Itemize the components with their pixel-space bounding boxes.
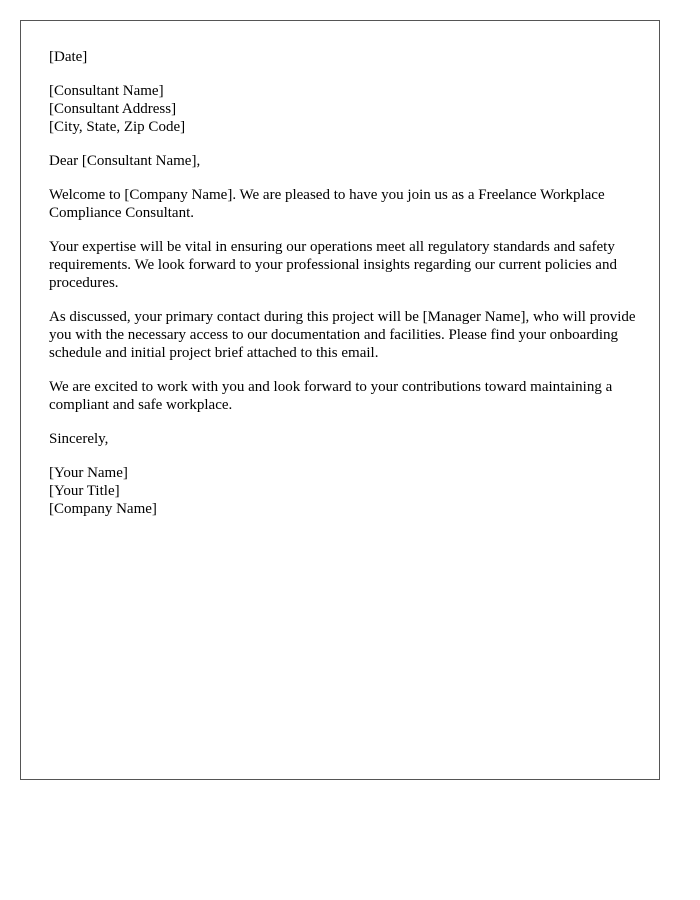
signature-title: [Your Title] xyxy=(49,483,120,499)
spacer xyxy=(49,448,639,464)
letter-page xyxy=(20,20,660,780)
spacer xyxy=(49,362,639,378)
closing: Sincerely, xyxy=(49,431,109,447)
letter-body xyxy=(49,48,639,518)
spacer xyxy=(49,136,639,152)
spacer xyxy=(49,170,639,186)
recipient-block xyxy=(49,82,639,136)
signature-name: [Your Name] xyxy=(49,465,128,481)
recipient-city-state-zip: [City, State, Zip Code] xyxy=(49,119,186,135)
paragraph-expertise: Your expertise will be vital in ensuring our operations meet all regulatory standards and safety requirements. We look forward to your professional insights regarding our current policies and procedures. xyxy=(49,239,617,291)
paragraph-welcome: Welcome to [Company Name]. We are pleased to have you join us as a Freelance Workplace Compliance Consultant. xyxy=(49,187,605,221)
paragraph-contact: As discussed, your primary contact during this project will be [Manager Name], who will provide you with the necessary access to our documentation and facilities. Please find your onboarding schedule and initial project brief attached to this email. xyxy=(49,309,636,361)
spacer xyxy=(49,66,639,82)
recipient-address: [Consultant Address] xyxy=(49,101,177,117)
spacer xyxy=(49,222,639,238)
salutation: Dear [Consultant Name], xyxy=(49,153,201,169)
recipient-name: [Consultant Name] xyxy=(49,83,164,99)
spacer xyxy=(49,414,639,430)
signature-block xyxy=(49,464,639,518)
paragraph-closing-remarks: We are excited to work with you and look forward to your contributions toward maintaining a compliant and safe workplace. xyxy=(49,379,613,413)
letter-date: [Date] xyxy=(49,49,88,65)
spacer xyxy=(49,292,639,308)
signature-company: [Company Name] xyxy=(49,501,157,517)
